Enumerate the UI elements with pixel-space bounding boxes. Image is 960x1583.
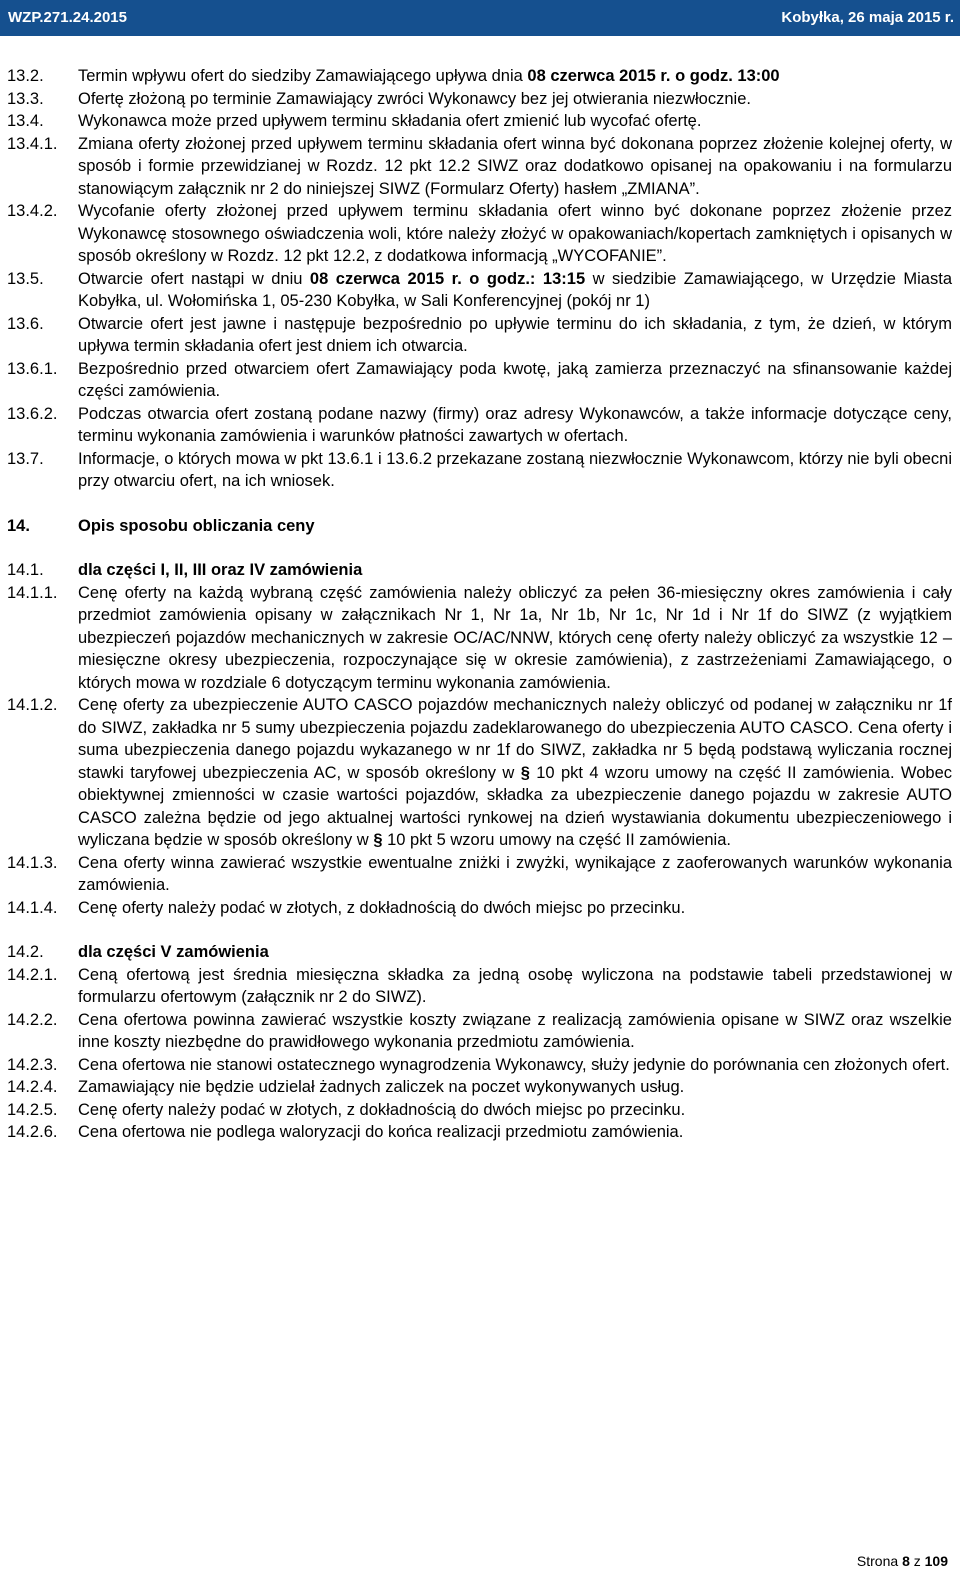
text-run: Wycofanie oferty złożonej przed upływem terminu składania ofert winno być dokonane poprzez złożenie przez Wykonawcę stosownego oświadczenia woli, które należy złożyć w opakowaniach/kopertach zamkniętych i opisanych w sposób określony w Rozdz. 12 pkt 12.2, z dodatkowa informacją „WYCOFANIE”. (78, 202, 952, 265)
numbered-paragraph (7, 1076, 952, 1099)
paragraph-number: 14.2.3. (7, 1055, 58, 1074)
numbered-paragraph (7, 1009, 952, 1054)
paragraph-gap (7, 493, 952, 515)
text-run: w siedzibie Zamawiającego, w Urzędzie Miasta Kobyłka, ul. Wołomińska 1, 05-230 Kobyłka, w Sali Konferencyjnej (pokój nr 1) (78, 269, 952, 310)
paragraph-text (78, 964, 952, 1009)
bold-text-run: § (373, 831, 383, 849)
numbered-paragraph (7, 694, 952, 852)
text-run: Cena ofertowa nie podlega waloryzacji do końca realizacji przedmiotu zamówienia. (78, 1123, 684, 1141)
paragraph-text (78, 1099, 952, 1122)
text-run: Cena ofertowa powinna zawierać wszystkie koszty związane z realizacją zamówienia opisane w SIWZ oraz wszelkie inne koszty niezbędne do prawidłowego wykonania przedmiotu zamówienia. (78, 1010, 952, 1051)
page-separator: z (909, 1553, 925, 1569)
paragraph-text (78, 694, 952, 852)
numbered-paragraph (7, 110, 952, 133)
numbered-paragraph (7, 133, 952, 201)
paragraph-text (78, 200, 952, 268)
text-run: Cenę oferty na każdą wybraną część zamówienia należy obliczyć za pełen 36-miesięczny okres zamówienia i cały przedmiot zamówienia opisany w załącznikach Nr 1, Nr 1a, Nr 1b, Nr 1c, Nr 1d i Nr 1f do SIWZ (z wyjątkiem ubezpieczeń pojazdów mechanicznych w zakresie OC/AC/NNW, których cenę oferty należy obliczyć za wszystkie 12 – miesięczne okresy ubezpieczenia, rozpoczynające się w okresie zamówienia), z zastrzeżeniami Zamawiającego, o których mowa w rozdziale 6 dotyczącym terminu wykonania zamówienia. (78, 583, 952, 692)
paragraph-number: 14.1.4. (7, 898, 58, 917)
numbered-paragraph (7, 964, 952, 1009)
paragraph-text (78, 1121, 952, 1144)
text-run: Informacje, o których mowa w pkt 13.6.1 i 13.6.2 przekazane zostaną niezwłocznie Wykonawcom, którzy nie byli obecni przy otwarciu ofert, na ich wniosek. (78, 449, 952, 490)
numbered-paragraph (7, 897, 952, 920)
document-reference: WZP.271.24.2015 (8, 9, 127, 26)
page-number: 8 (902, 1553, 910, 1569)
header-bar (0, 0, 960, 36)
paragraph-number: 14.2. (7, 943, 44, 961)
numbered-paragraph (7, 268, 952, 313)
text-run: 10 pkt 5 wzoru umowy na część II zamówienia. (382, 831, 731, 849)
paragraph-text (78, 403, 952, 448)
numbered-paragraph (7, 1121, 952, 1144)
paragraph-text (78, 313, 952, 358)
document-date: Kobyłka, 26 maja 2015 r. (781, 9, 954, 26)
numbered-paragraph (7, 65, 952, 88)
numbered-paragraph (7, 200, 952, 268)
bold-text-run: dla części V zamówienia (78, 943, 269, 961)
bold-text-run: Opis sposobu obliczania ceny (78, 516, 315, 535)
paragraph-number: 14. (7, 516, 30, 535)
paragraph-number: 13.3. (7, 89, 44, 108)
text-run: Otwarcie ofert nastąpi w dniu (78, 269, 310, 288)
paragraph-number: 13.7. (7, 449, 44, 468)
paragraph-text (78, 110, 952, 133)
text-run: Ceną ofertową jest średnia miesięczna składka za jedną osobę wyliczona na podstawie tabeli przedstawionej w formularzu ofertowym (załącznik nr 2 do SIWZ). (78, 965, 952, 1006)
numbered-paragraph (7, 1099, 952, 1122)
document-body (7, 65, 952, 1144)
paragraph-text (78, 897, 952, 920)
text-run: Cenę oferty za ubezpieczenie AUTO CASCO pojazdów mechanicznych należy obliczyć od podanej w załączniku nr 1f do SIWZ, zakładka nr 5 sumy ubezpieczenia pojazdu zadeklarowanego do ubezpieczenia AUTO CASCO. Cena oferty i suma ubezpieczenia danego pojazdu wykazanego w nr 1f do SIWZ, zakładka nr 5 będą podstawą wyliczania rocznej stawki taryfowej ubezpieczenia AC, w sposób określony w (78, 696, 952, 782)
paragraph-text (78, 268, 952, 313)
paragraph-number: 13.6.2. (7, 404, 58, 423)
bold-text-run: 08 czerwca 2015 r. o godz.: 13:15 (309, 269, 586, 288)
numbered-paragraph (7, 941, 952, 964)
text-run: 10 pkt 4 wzoru umowy na część II zamówienia. Wobec obiektywnej zmienności w czasie wartości pojazdów, składka za ubezpieczenie danego pojazdu w zakresie AUTO CASCO zależna będzie od jego aktualnej wartości rynkowej na dzień wystawiania dokumentu ubezpieczeniowego i wyliczana będzie w sposób określony w (78, 763, 952, 849)
paragraph-text (78, 133, 952, 201)
text-run: Zamawiający nie będzie udzielał żadnych zaliczek na poczet wykonywanych usług. (78, 1078, 685, 1096)
text-run: Zmiana oferty złożonej przed upływem terminu składania ofert winna być dokonana poprzez złożenie kolejnej oferty, w sposób i formie przewidzianej w Rozdz. 12 pkt 12.2 SIWZ oraz dodatkowo opisanej na opakowaniu i na formularzu stanowiącym załącznik nr 2 do niniejszej SIWZ (Formularz Oferty) hasłem „ZMIANA”. (78, 134, 952, 198)
paragraph-text (78, 582, 952, 695)
paragraph-text (78, 515, 952, 538)
page-label: Strona (856, 1553, 903, 1569)
text-run: Termin wpływu ofert do siedziby Zamawiającego upływa dnia (78, 67, 528, 85)
paragraph-number: 14.2.6. (7, 1123, 58, 1141)
paragraph-text (78, 88, 952, 111)
paragraph-number: 14.1.2. (7, 696, 58, 714)
numbered-paragraph (7, 403, 952, 448)
paragraph-number: 13.6.1. (7, 359, 58, 378)
numbered-paragraph (7, 358, 952, 403)
numbered-paragraph (7, 515, 952, 538)
paragraph-number: 13.2. (7, 67, 44, 85)
text-run: Cena ofertowa nie stanowi ostatecznego wynagrodzenia Wykonawcy, służy jedynie do porównania cen złożonych ofert. (78, 1055, 950, 1074)
numbered-paragraph (7, 313, 952, 358)
text-run: Cenę oferty należy podać w złotych, z dokładnością do dwóch miejsc po przecinku. (78, 898, 686, 917)
paragraph-text (78, 65, 952, 88)
paragraph-text (78, 1054, 952, 1077)
numbered-paragraph (7, 852, 952, 897)
bold-text-run: 08 czerwca 2015 r. o godz. 13:00 (527, 67, 780, 85)
paragraph-number: 13.4. (7, 112, 44, 130)
numbered-paragraph (7, 559, 952, 582)
paragraph-gap (7, 537, 952, 559)
paragraph-text (78, 559, 952, 582)
paragraph-number: 13.4.1. (7, 134, 58, 153)
text-run: Cenę oferty należy podać w złotych, z dokładnością do dwóch miejsc po przecinku. (78, 1100, 686, 1119)
text-run: Cena oferty winna zawierać wszystkie ewentualne zniżki i zwyżki, wynikające z zaoferowanych warunków wykonania zamówienia. (78, 853, 952, 894)
paragraph-text (78, 448, 952, 493)
page-footer (857, 1553, 948, 1569)
bold-text-run: § (520, 763, 530, 782)
paragraph-number: 13.5. (7, 269, 44, 288)
text-run: Podczas otwarcia ofert zostaną podane nazwy (firmy) oraz adresy Wykonawców, a także informacje dotyczące ceny, terminu wykonania zamówienia i warunków płatności zawartych w ofertach. (78, 404, 952, 445)
paragraph-text (78, 941, 952, 964)
numbered-paragraph (7, 88, 952, 111)
text-run: Bezpośrednio przed otwarciem ofert Zamawiający poda kwotę, jaką zamierza przeznaczyć na sfinansowanie każdej części zamówienia. (78, 359, 952, 400)
paragraph-gap (7, 919, 952, 941)
paragraph-text (78, 1076, 952, 1099)
bold-text-run: dla części I, II, III oraz IV zamówienia (78, 561, 363, 579)
paragraph-number: 14.2.2. (7, 1010, 58, 1029)
paragraph-number: 14.1. (7, 561, 44, 579)
paragraph-number: 13.4.2. (7, 202, 58, 220)
paragraph-text (78, 1009, 952, 1054)
text-run: Wykonawca może przed upływem terminu składania ofert zmienić lub wycofać ofertę. (78, 112, 702, 130)
numbered-paragraph (7, 582, 952, 695)
paragraph-number: 14.1.3. (7, 853, 58, 872)
numbered-paragraph (7, 1054, 952, 1077)
paragraph-number: 14.2.4. (7, 1078, 58, 1096)
paragraph-number: 13.6. (7, 314, 44, 333)
page-total: 109 (924, 1553, 948, 1569)
text-run: Ofertę złożoną po terminie Zamawiający zwróci Wykonawcy bez jej otwierania niezwłocznie. (78, 89, 751, 108)
paragraph-text (78, 358, 952, 403)
text-run: Otwarcie ofert jest jawne i następuje bezpośrednio po upływie terminu do ich składania, z tym, że dzień, w którym upływa termin składania ofert jest dniem ich otwarcia. (78, 314, 952, 355)
paragraph-text (78, 852, 952, 897)
paragraph-number: 14.1.1. (7, 583, 58, 602)
paragraph-number: 14.2.5. (7, 1100, 58, 1119)
paragraph-number: 14.2.1. (7, 965, 58, 984)
numbered-paragraph (7, 448, 952, 493)
